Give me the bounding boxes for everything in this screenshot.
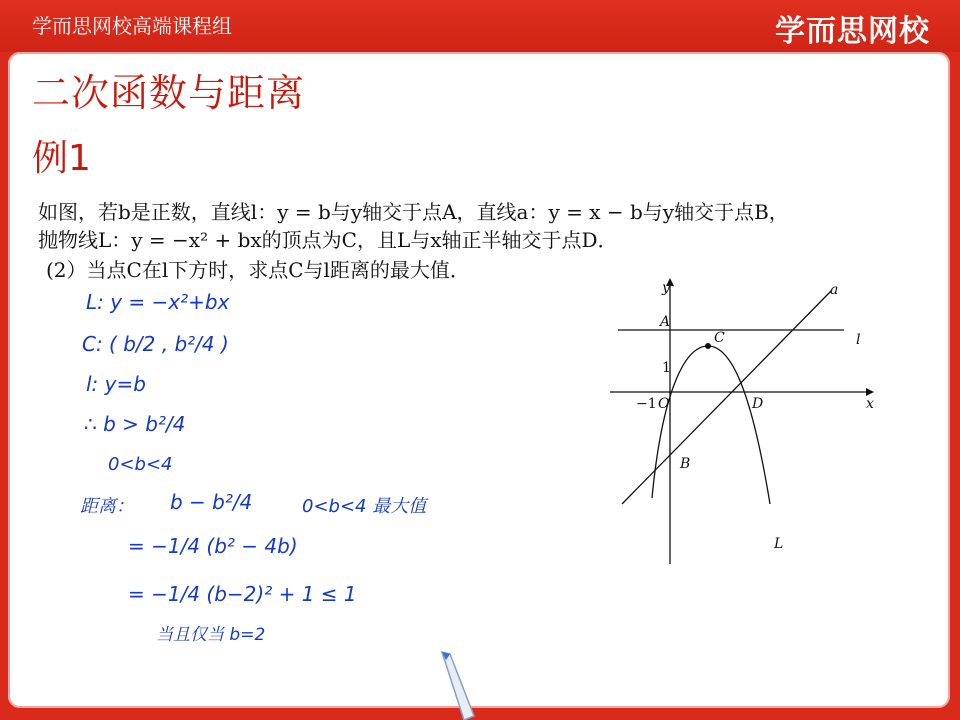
handwritten-line: 距离： xyxy=(80,496,134,517)
handwritten-line: C: ( b/2 , b²/4 ) xyxy=(82,332,229,356)
point-a-label: A xyxy=(660,314,671,330)
handwritten-line: = −1/4 (b² − 4b) xyxy=(128,534,298,558)
problem-line-3: (2）当点C在l下方时，求点C与l距离的最大值． xyxy=(46,258,470,282)
course-group-label: 学而思网校高端课程组 xyxy=(32,14,232,38)
header-bar xyxy=(0,0,960,52)
point-b-label: B xyxy=(680,456,691,472)
point-c-label: C xyxy=(714,330,725,346)
handwritten-line: l: y=b xyxy=(86,372,146,396)
example-label: 例1 xyxy=(32,138,91,179)
origin-label: O xyxy=(658,396,670,412)
handwritten-line: ∴ b > b²/4 xyxy=(84,412,186,436)
line-a-label: a xyxy=(830,282,839,298)
handwritten-line: L: y = −x²+bx xyxy=(86,290,230,314)
vertex-point-c xyxy=(705,343,711,349)
x-axis-label: x xyxy=(866,396,874,412)
slide-title: 二次函数与距离 xyxy=(32,71,306,115)
tick-neg-one-label: −1 xyxy=(636,396,657,412)
problem-line-1: 如图，若b是正数，直线l：y = b与y轴交于点A，直线a：y = x − b与y轴交于点B， xyxy=(38,200,789,224)
handwritten-line: b − b²/4 xyxy=(170,490,253,514)
y-axis-label: y xyxy=(662,280,670,296)
point-d-label: D xyxy=(752,396,764,412)
pen-cursor-icon xyxy=(436,648,476,720)
handwritten-line: = −1/4 (b−2)² + 1 ≤ 1 xyxy=(128,582,357,606)
handwritten-line: 0<b<4 最大值 xyxy=(302,496,427,517)
parabola-L-label: L xyxy=(774,536,784,552)
slide-card xyxy=(8,52,950,708)
handwritten-line: 当且仅当 b=2 xyxy=(156,625,266,645)
x-axis-arrow xyxy=(866,388,874,396)
handwritten-line: 0<b<4 xyxy=(108,454,173,475)
brand-logo: 学而思网校 xyxy=(775,14,930,49)
problem-line-2: 抛物线L：y = −x² + bx的顶点为C，且L与x轴正半轴交于点D． xyxy=(38,228,618,252)
tick-one-label: 1 xyxy=(662,360,671,376)
line-l-label: l xyxy=(856,332,861,348)
parabola-graph xyxy=(604,274,884,574)
